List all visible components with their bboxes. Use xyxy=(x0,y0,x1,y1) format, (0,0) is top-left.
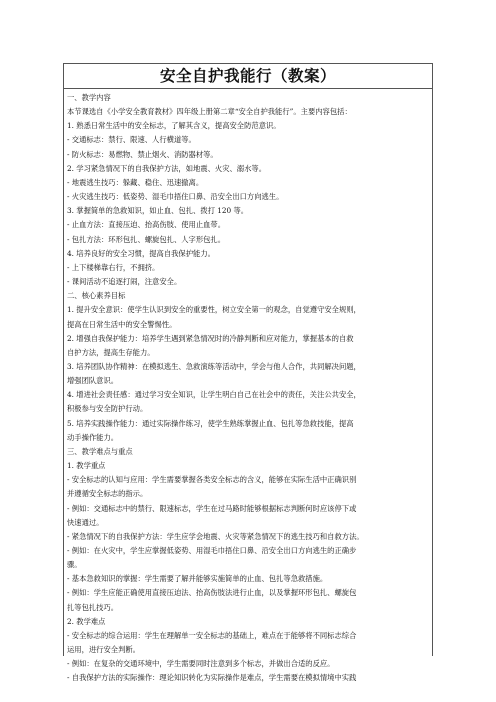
text-line: - 例如：在复杂的交通环境中，学生需要同时注意到多个标志，并做出合适的反应。 xyxy=(67,659,335,669)
text-line: 2. 教学难点 xyxy=(67,616,106,626)
text-line: - 包扎方法：环形包扎、螺旋包扎、人字形包扎。 xyxy=(67,234,226,244)
text-line: - 例如：在火灾中，学生应掌握低姿势、用湿毛巾捂住口鼻、沿安全出口方向逃生的正确步 xyxy=(67,546,357,555)
document-body xyxy=(64,89,432,686)
text-line: - 课间活动不追逐打闹，注意安全。 xyxy=(67,277,182,287)
text-line: 3. 掌握简单的急救知识，如止血、包扎、拨打 120 等。 xyxy=(67,206,249,216)
text-line: 积极参与安全防护行动。 xyxy=(67,404,148,414)
text-line: 三、教学难点与重点 xyxy=(67,446,133,456)
text-line: 1. 教学重点 xyxy=(67,461,106,471)
text-line: 增强团队意识。 xyxy=(67,376,119,386)
text-line: 一、教学内容 xyxy=(67,93,111,102)
page-title: 安全自护我能行（教案） xyxy=(159,66,336,86)
text-line: 4. 增进社会责任感：通过学习安全知识，让学生明白自己在社会中的责任，关注公共安全， xyxy=(67,390,361,400)
text-line: - 上下楼梯靠右行，不拥挤。 xyxy=(67,262,160,272)
text-line: 1. 提升安全意识：使学生认识到安全的重要性，树立安全第一的观念，自觉遵守安全规则， xyxy=(67,305,361,315)
text-line: 3. 培养团队协作精神：在模拟逃生、急救演练等活动中，学会与他人合作，共同解决问题， xyxy=(67,361,361,371)
title-row xyxy=(64,64,432,89)
text-line: 提高在日常生活中的安全警惕性。 xyxy=(67,319,177,329)
text-line: 扎等包扎技巧。 xyxy=(67,602,119,612)
text-line: - 安全标志的综合运用：学生在理解单一安全标志的基础上，难点在于能够将不同标志综合 xyxy=(67,630,357,640)
text-line: - 紧急情况下的自我保护方法：学生应学会地震、火灾等紧急情况下的逃生技巧和自救方法。 xyxy=(67,531,364,541)
text-line: - 例如：交通标志中的禁行、限速标志，学生在过马路时能够根据标志判断何时应该停下或 xyxy=(67,503,357,513)
text-line: - 安全标志的认知与应用：学生需要掌握各类安全标志的含义，能够在实际生活中正确识别 xyxy=(67,475,357,485)
text-line: 骤。 xyxy=(67,560,82,570)
text-line: 动手操作能力。 xyxy=(67,432,119,442)
text-line: - 例如：学生应能正确使用直接压迫法、抬高伤肢法进行止血，以及掌握环形包扎、螺旋包 xyxy=(67,588,357,598)
text-line: - 止血方法：直接压迫、抬高伤肢、使用止血带。 xyxy=(67,220,226,230)
text-line: 1. 熟悉日常生活中的安全标志，了解其含义，提高安全防范意识。 xyxy=(67,121,281,131)
text-line: - 基本急救知识的掌握：学生需要了解并能够实施简单的止血、包扎等急救措施。 xyxy=(67,574,328,584)
text-line: 4. 培养良好的安全习惯，提高自我保护能力。 xyxy=(67,248,215,258)
text-line: - 火灾逃生技巧：低姿势、湿毛巾捂住口鼻、沿安全出口方向逃生。 xyxy=(67,192,284,202)
text-line: 2. 增强自我保护能力：培养学生遇到紧急情况时的冷静判断和应对能力，掌握基本的自救 xyxy=(67,333,354,343)
text-line: 运用，进行安全判断。 xyxy=(67,645,140,655)
text-line: 5. 培养实践操作能力：通过实际操作练习，使学生熟练掌握止血、包扎等急救技能，提高 xyxy=(67,418,354,428)
text-line: - 防火标志：易燃物、禁止烟火、消防器材等。 xyxy=(67,149,218,159)
text-line: - 自我保护方法的实际操作：理论知识转化为实际操作是难点，学生需要在模拟情境中实践 xyxy=(67,673,357,683)
text-line: 2. 学习紧急情况下的自我保护方法，如地震、火灾、溺水等。 xyxy=(67,163,266,173)
text-line: 并遵循安全标志的指示。 xyxy=(67,489,148,499)
text-line: - 交通标志：禁行、限速、人行横道等。 xyxy=(67,135,196,145)
lesson-plan-document xyxy=(63,63,433,683)
text-line: 二、核心素养目标 xyxy=(67,291,126,301)
text-line: 本节课选自《小学安全教育教材》四年级上册第二章“安全自护我能行”。主要内容包括： xyxy=(67,107,352,117)
text-line: - 地震逃生技巧：躲藏、稳住、迅速撤离。 xyxy=(67,177,204,187)
text-line: 自护方法，提高生存能力。 xyxy=(67,347,155,357)
text-line: 快速通过。 xyxy=(67,517,104,527)
